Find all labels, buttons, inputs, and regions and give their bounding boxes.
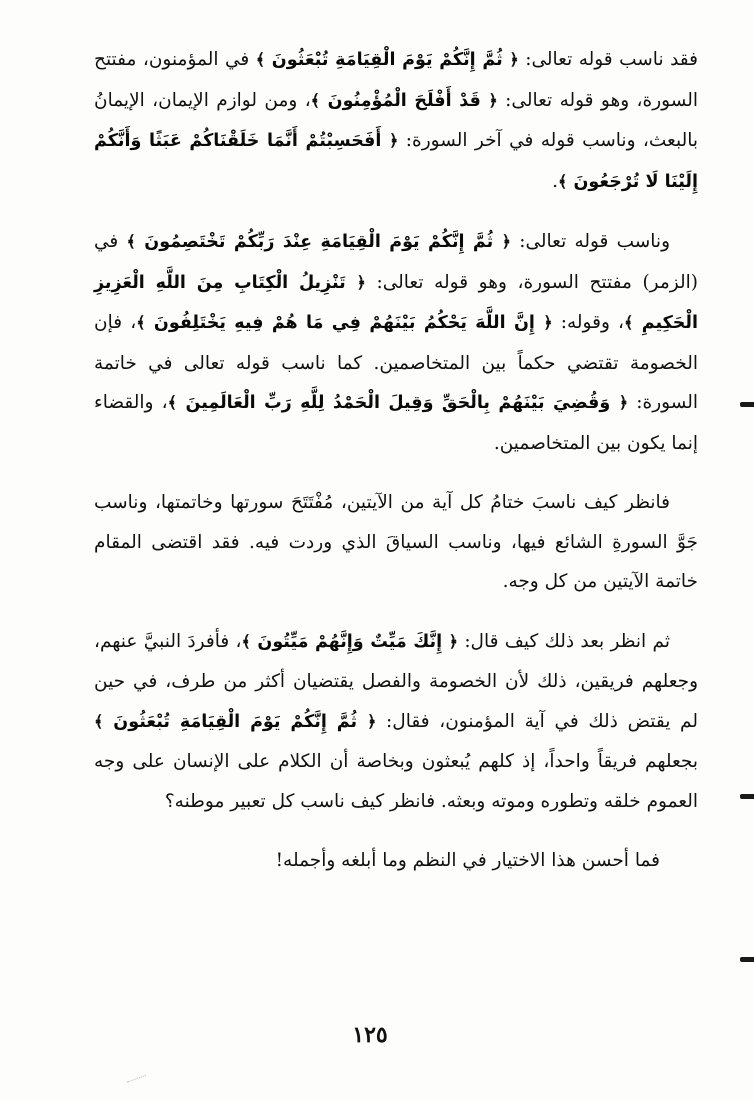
verse-text: إِنَّ اللَّهَ يَحْكُمُ بَيْنَهُمْ فِي مَا هُمْ فِيهِ يَخْتَلِفُونَ: [145, 313, 544, 333]
body-text-run: وناسب قوله تعالى:: [511, 231, 670, 252]
scan-edge-mark: [740, 402, 754, 407]
verse-open-bracket: ﴿: [543, 313, 553, 332]
quran-verse: [241, 631, 458, 652]
body-text-run: في (الزمر) مفتتح السورة، وهو قوله تعالى:: [94, 231, 698, 293]
verse-open-bracket: ﴿: [501, 232, 512, 251]
verse-open-bracket: ﴿: [618, 393, 629, 412]
verse-open-bracket: ﴿: [488, 90, 498, 110]
scan-edge-mark: [740, 794, 754, 799]
verse-open-bracket: ﴿: [366, 711, 377, 731]
quran-verse: [256, 49, 519, 70]
body-text-run: فانظر كيف ناسبَ ختامُ كل آية من الآيتين، مُفْتَتَحَ سورتها وخاتمتها، وناسب جَوَّ السورةِ الشائع فيها، وناسب السياقَ الذي وردت فيه. فقد اقتضى المقام خاتمة الآيتين من كل وجه.: [94, 492, 698, 592]
quran-verse: [168, 392, 628, 413]
scan-edge-mark: [740, 957, 754, 962]
body-text-run: بجعلهم فريقاً واحداً، إذ كلهم يُبعثون وبخاصة أن الكلام على الإنسان على وجه العموم خلقه وتطوره وموته وبعثه. فانظر كيف ناسب كل تعبير موطنه؟: [94, 751, 698, 812]
verse-text: ثُمَّ إِنَّكُمْ يَوْمَ الْقِيَامَةِ تُبْعَثُونَ: [265, 50, 510, 70]
body-text-run: ، وقوله:: [552, 312, 625, 333]
quran-verse: [311, 90, 498, 111]
body-text-run: ، فإن الخصومة تقتضي حكماً بين المتخاصمين. كما ناسب قوله تعالى في خاتمة السورة:: [94, 312, 698, 413]
verse-open-bracket: ﴿: [389, 131, 399, 150]
verse-close-bracket: ﴾: [136, 313, 146, 332]
verse-open-bracket: ﴿: [509, 50, 519, 69]
verse-close-bracket: ﴾: [126, 232, 136, 251]
body-text-run: فما أحسن هذا الاختيار في النظم وما أبلغه وأجمله!: [275, 850, 660, 871]
body-text-run: في المؤمنون، مفتتح السورة، وهو قوله تعالى:: [94, 49, 698, 111]
paragraph: [94, 483, 698, 602]
paragraph: [94, 222, 698, 463]
quran-verse: [136, 312, 552, 333]
verse-text: وَقُضِيَ بَيْنَهُمْ بِالْحَقِّ وَقِيلَ الْحَمْدُ لِلَّهِ رَبِّ الْعَالَمِينَ: [177, 393, 619, 413]
verse-close-bracket: ﴾: [255, 50, 266, 69]
body-text-run: ، والقضاء إنما يكون بين المتخاصمين.: [94, 392, 698, 454]
body-text-run: .: [552, 170, 559, 192]
verse-close-bracket: ﴾: [310, 90, 321, 110]
body-text-run: فقد ناسب قوله تعالى:: [518, 49, 698, 70]
verse-close-bracket: ﴾: [167, 393, 178, 412]
paragraph: [94, 40, 698, 202]
verse-text: ثُمَّ إِنَّكُمْ يَوْمَ الْقِيَامَةِ عِنْدَ رَبِّكُمْ تَخْتَصِمُونَ: [135, 232, 502, 252]
verse-text: أَفَحَسِبْتُمْ أَنَّمَا خَلَقْنَاكُمْ عَبَثًا وَأَنَّكُمْ إِلَيْنَا لَا تُرْجَعُونَ: [94, 131, 698, 192]
verse-text: إِنَّكَ مَيِّتٌ وَإِنَّهُمْ مَيِّتُونَ: [250, 631, 449, 652]
quran-verse: [126, 231, 511, 252]
paragraph: [94, 841, 698, 881]
body-text-run: ، فأفردَ النبيَّ عنهم، وجعلهم فريقين، ذلك لأن الخصومة والفصل يقتضيان أكثر من طرف، في حين لم يقتض ذلك في آية المؤمنون، فقال:: [94, 630, 699, 732]
page-number: ١٢٥: [352, 1022, 388, 1048]
verse-text: قَدْ أَفْلَحَ الْمُؤْمِنُونَ: [320, 90, 489, 111]
body-text-run: ثم انظر بعد ذلك كيف قال:: [458, 630, 670, 652]
paragraph: [94, 622, 698, 822]
verse-close-bracket: ﴾: [241, 631, 251, 651]
body-text: [94, 40, 698, 901]
verse-close-bracket: ﴾: [558, 171, 568, 191]
scan-speck: [127, 1075, 150, 1092]
verse-open-bracket: ﴿: [356, 272, 366, 292]
verse-text: ثُمَّ إِنَّكُمْ يَوْمَ الْقِيَامَةِ تُبْعَثُونَ: [103, 711, 367, 732]
verse-close-bracket: ﴾: [94, 711, 104, 731]
quran-verse: [94, 711, 376, 732]
verse-open-bracket: ﴿: [448, 631, 458, 651]
body-text-run: ، ومن لوازم الإيمان، الإيمانُ بالبعث، وناسب قوله في آخر السورة:: [94, 89, 698, 151]
verse-close-bracket: ﴾: [624, 313, 634, 332]
verse-text: تَنْزِيلُ الْكِتَابِ مِنَ اللَّهِ الْعَزِيزِ الْحَكِيمِ: [94, 272, 698, 333]
